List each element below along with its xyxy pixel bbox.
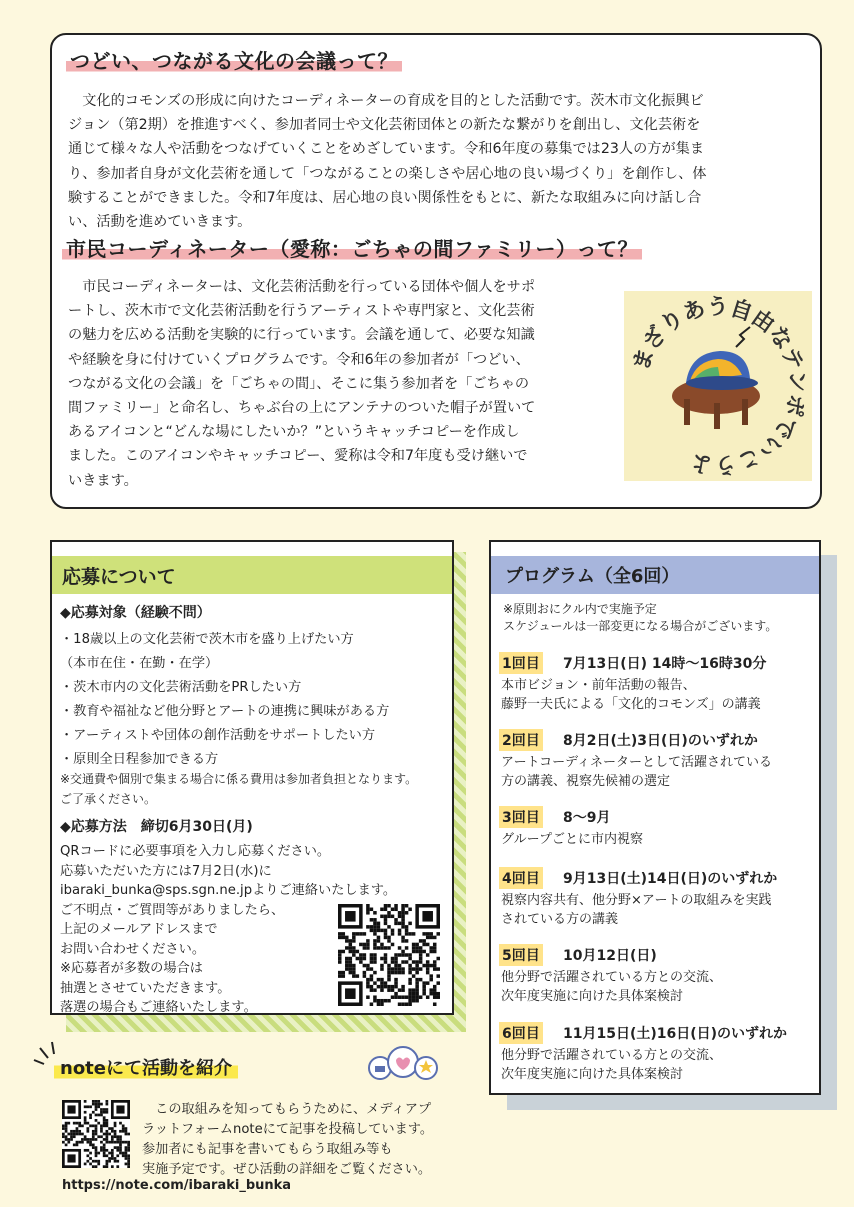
method-line: ご不明点・ご質問等がありましたら、 bbox=[60, 902, 285, 918]
round-date: 7月13日(日) 14時〜16時30分 bbox=[563, 656, 767, 672]
program-note-1: ※原則おにクル内で実施予定 bbox=[503, 602, 657, 616]
round-date: 8〜9月 bbox=[563, 810, 611, 826]
gochanoma-logo bbox=[624, 291, 812, 481]
round-date: 10月12日(日) bbox=[563, 948, 657, 964]
method-line: ※応募者が多数の場合は bbox=[60, 961, 203, 976]
note-line: この取組みを知ってもらうために、メディアプ bbox=[142, 1102, 432, 1117]
paragraph-line: い、活動を進めていきます。 bbox=[68, 214, 252, 231]
paragraph-line: つながる文化の会議」を「ごちゃの間」、そこに集う参加者を「ごちゃの bbox=[68, 375, 530, 392]
round-label: 4回目 bbox=[499, 867, 543, 889]
application-title: 応募について bbox=[62, 566, 176, 588]
target-item: ・原則全日程参加できる方 bbox=[60, 752, 219, 767]
note-title: noteにて活動を紹介 bbox=[54, 1054, 238, 1080]
application-note-line: ご了承ください。 bbox=[60, 792, 157, 806]
method-line: 落選の場合もご連絡いたします。 bbox=[60, 1000, 257, 1015]
paragraph-line: あるアイコンと“どんな場にしたいか？”というキャッチコピーを作成し bbox=[68, 424, 520, 441]
round-description: 方の講義、視察先候補の選定 bbox=[501, 774, 671, 789]
round-description: 次年度実施に向けた具体案検討 bbox=[501, 989, 684, 1004]
reaction-bubbles-icon bbox=[366, 1044, 440, 1084]
paragraph-line: 通じて様々な人や活動をつなげていくことをめざしています。令和6年度の募集では23人の方が集ま bbox=[68, 141, 705, 158]
program-header bbox=[491, 556, 819, 594]
method-heading: ◆応募方法 締切6月30日(月) bbox=[60, 819, 253, 835]
round-description: 視察内容共有、他分野×アートの取組みを実践 bbox=[501, 893, 772, 908]
round-label: 1回目 bbox=[499, 652, 543, 674]
paragraph-line: の魅力を広める活動を実験的に行っています。会議を通して、必要な知識 bbox=[68, 327, 535, 344]
program-title: プログラム（全6回） bbox=[505, 566, 680, 587]
round-description: グループごとに市内視察 bbox=[501, 832, 643, 847]
round-label: 2回目 bbox=[499, 729, 543, 751]
target-item: ・18歳以上の文化芸術で茨木市を盛り上げたい方 bbox=[60, 632, 354, 647]
logo-circular-text: まざりあう自由なテンポでいこうよ bbox=[628, 294, 810, 478]
round-label: 6回目 bbox=[499, 1022, 543, 1044]
program-note-2: スケジュールは一部変更になる場合がございます。 bbox=[503, 619, 778, 633]
paragraph-line: り、参加者自身が文化芸術を通して「つながることの楽しさや居心地の良い場づくり」を創作し、体 bbox=[68, 165, 707, 182]
target-item: （本市在住・在勤・在学） bbox=[60, 656, 219, 671]
round-label: 3回目 bbox=[499, 806, 543, 828]
paragraph-line: 文化的コモンズの形成に向けたコーディネーターの育成を目的とした活動です。茨木市文化振興ビ bbox=[68, 93, 704, 109]
paragraph-line: 間ファミリー」と命名し、ちゃぶ台の上にアンテナのついた帽子が置いて bbox=[68, 400, 536, 417]
application-qr-code[interactable] bbox=[338, 904, 440, 1006]
round-date: 8月2日(土)3日(日)のいずれか bbox=[563, 733, 758, 749]
target-heading: ◆応募対象（経験不問） bbox=[60, 605, 211, 621]
paragraph-line: 験することができました。令和7年度は、居心地の良い関係性をもとに、新たな取組みに向け話し合 bbox=[68, 189, 702, 206]
round-description: 他分野で活躍されている方との交流、 bbox=[501, 970, 723, 985]
round-description: 藤野一夫氏による「文化的コモンズ」の講義 bbox=[501, 697, 761, 712]
round-description: 本市ビジョン・前年活動の報告、 bbox=[501, 678, 696, 693]
round-label: 5回目 bbox=[499, 944, 543, 966]
method-line: QRコードに必要事項を入力し応募ください。 bbox=[60, 844, 331, 859]
method-line: ibaraki_bunka@sps.sgn.ne.jpよりご連絡いたします。 bbox=[60, 883, 397, 898]
method-line: 抽選とさせていただきます。 bbox=[60, 980, 231, 996]
method-line: お問い合わせください。 bbox=[60, 941, 206, 957]
round-description: 他分野で活躍されている方との交流、 bbox=[501, 1048, 723, 1063]
note-line: 参加者にも記事を書いてもらう取組み等も bbox=[142, 1142, 393, 1157]
target-item: ・教育や福祉など他分野とアートの連携に興味がある方 bbox=[60, 704, 390, 719]
logo-illustration bbox=[624, 291, 812, 481]
target-item: ・茨木市内の文化芸術活動をPRしたい方 bbox=[60, 680, 302, 695]
note-line: ラットフォームnoteにて記事を投稿しています。 bbox=[142, 1122, 434, 1137]
note-url-link[interactable]: https://note.com/ibaraki_bunka bbox=[62, 1178, 292, 1193]
method-line: 上記のメールアドレスまで bbox=[60, 922, 218, 937]
paragraph-line: ートし、茨木市で文化芸術活動を行うアーティストや専門家と、文化芸術 bbox=[68, 303, 535, 320]
paragraph-line: いきます。 bbox=[68, 472, 138, 489]
program-panel bbox=[489, 540, 821, 1095]
section2-body bbox=[68, 275, 616, 493]
paragraph-line: ました。このアイコンやキャッチコピー、愛称は令和7年度も受け継いで bbox=[68, 448, 528, 465]
round-description: 次年度実施に向けた具体案検討 bbox=[501, 1067, 684, 1082]
section1-title: つどい、つながる文化の会議って？ bbox=[66, 45, 402, 74]
section1-body bbox=[68, 89, 808, 234]
target-item: ・アーティストや団体の創作活動をサポートしたい方 bbox=[60, 728, 376, 743]
round-description: アートコーディネーターとして活躍されている bbox=[501, 755, 773, 770]
paragraph-line: 市民コーディネーターは、文化芸術活動を行っている団体や個人をサポ bbox=[68, 279, 536, 295]
paragraph-line: や経験を身に付けていくプログラムです。令和6年の参加者が「つどい、 bbox=[68, 351, 530, 368]
method-line: 応募いただいた方には7月2日(水)に bbox=[60, 863, 272, 879]
application-panel bbox=[50, 540, 454, 1015]
application-note-line: ※交通費や個別で集まる場合に係る費用は参加者負担となります。 bbox=[60, 772, 418, 786]
note-qr-code[interactable] bbox=[62, 1100, 130, 1168]
section2-title: 市民コーディネーター（愛称：ごちゃの間ファミリー）って？ bbox=[62, 233, 642, 262]
application-header bbox=[52, 556, 452, 594]
round-date: 9月13日(土)14日(日)のいずれか bbox=[563, 871, 778, 887]
round-date: 11月15日(土)16日(日)のいずれか bbox=[563, 1026, 788, 1042]
round-description: されている方の講義 bbox=[501, 912, 619, 927]
paragraph-line: ジョン（第2期）を推進すべく、参加者同士や文化芸術団体との新たな繋がりを創出し、文化芸術を bbox=[68, 117, 701, 134]
note-line: 実施予定です。ぜひ活動の詳細をご覧ください。 bbox=[142, 1162, 432, 1177]
intro-panel bbox=[50, 33, 822, 509]
